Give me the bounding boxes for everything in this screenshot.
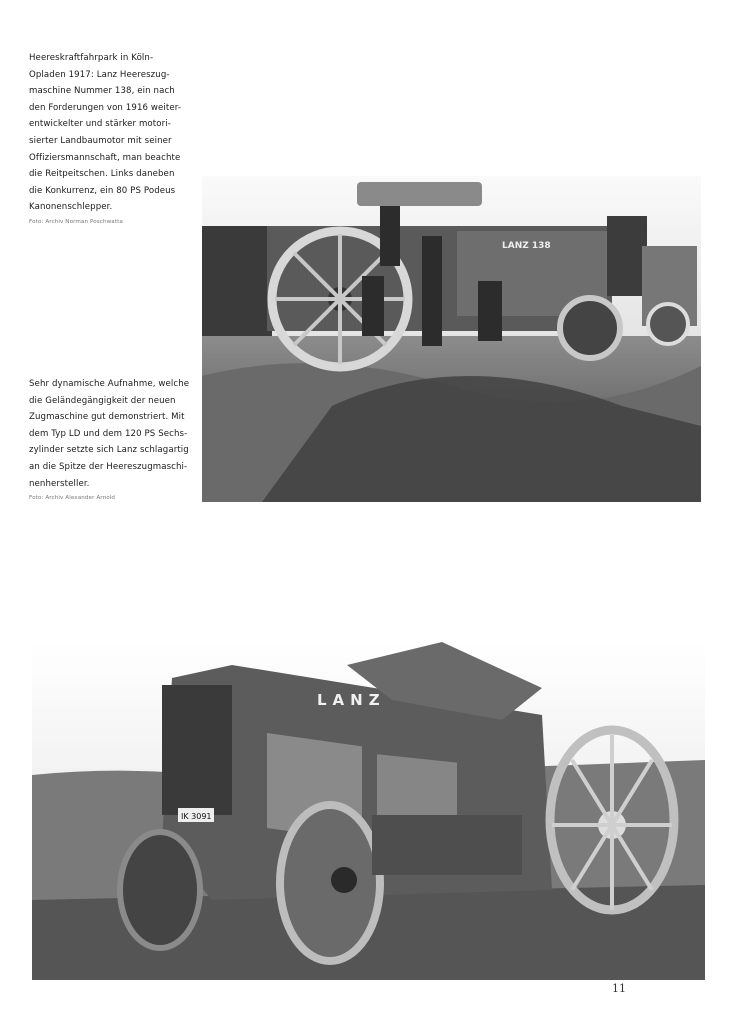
caption-line: sierter Landbaumotor mit seiner bbox=[29, 135, 172, 146]
photo-lanz-tractor-terrain bbox=[32, 640, 705, 980]
license-plate: IK 3091 bbox=[181, 812, 212, 821]
photo-lanz-tractor-with-officers bbox=[202, 176, 701, 502]
photo-inscription: LANZ 138 bbox=[502, 241, 551, 251]
caption-line: den Forderungen von 1916 weiter- bbox=[29, 102, 182, 113]
caption-photo-2 bbox=[29, 376, 204, 504]
photo-inscription: LANZ bbox=[317, 691, 386, 709]
caption-line: Heereskraftfahrpark in Köln- bbox=[29, 53, 154, 63]
caption-line: Offiziersmannschaft, man beachte bbox=[29, 152, 181, 163]
caption-line: nenhersteller. bbox=[29, 478, 90, 489]
caption-photo-1 bbox=[29, 50, 204, 228]
caption-line: maschine Nummer 138, ein nach bbox=[29, 86, 175, 97]
caption-line: Zugmaschine gut demonstriert. Mit bbox=[29, 412, 185, 423]
page-number: 11 bbox=[612, 982, 626, 995]
caption-line: entwickelter und stärker motori- bbox=[29, 119, 171, 130]
caption-line: dem Typ LD und dem 120 PS Sechs- bbox=[29, 428, 188, 439]
caption-line: die Konkurrenz, ein 80 PS Podeus bbox=[29, 185, 176, 196]
caption-line: zylinder setzte sich Lanz schlagartig bbox=[29, 445, 189, 456]
caption-line: an die Spitze der Heereszugmaschi- bbox=[29, 461, 188, 472]
caption-line: die Reitpeitschen. Links daneben bbox=[29, 169, 175, 180]
photo-credit: Foto: Archiv Norman Poschwatta bbox=[29, 218, 123, 225]
caption-line: Opladen 1917: Lanz Heereszug- bbox=[29, 69, 170, 80]
caption-line: Sehr dynamische Aufnahme, welche bbox=[29, 379, 190, 389]
caption-line: die Geländegängigkeit der neuen bbox=[29, 395, 176, 406]
caption-line: Kanonenschlepper. bbox=[29, 202, 113, 213]
photo-credit: Foto: Archiv Alexander Arnold bbox=[29, 495, 116, 502]
